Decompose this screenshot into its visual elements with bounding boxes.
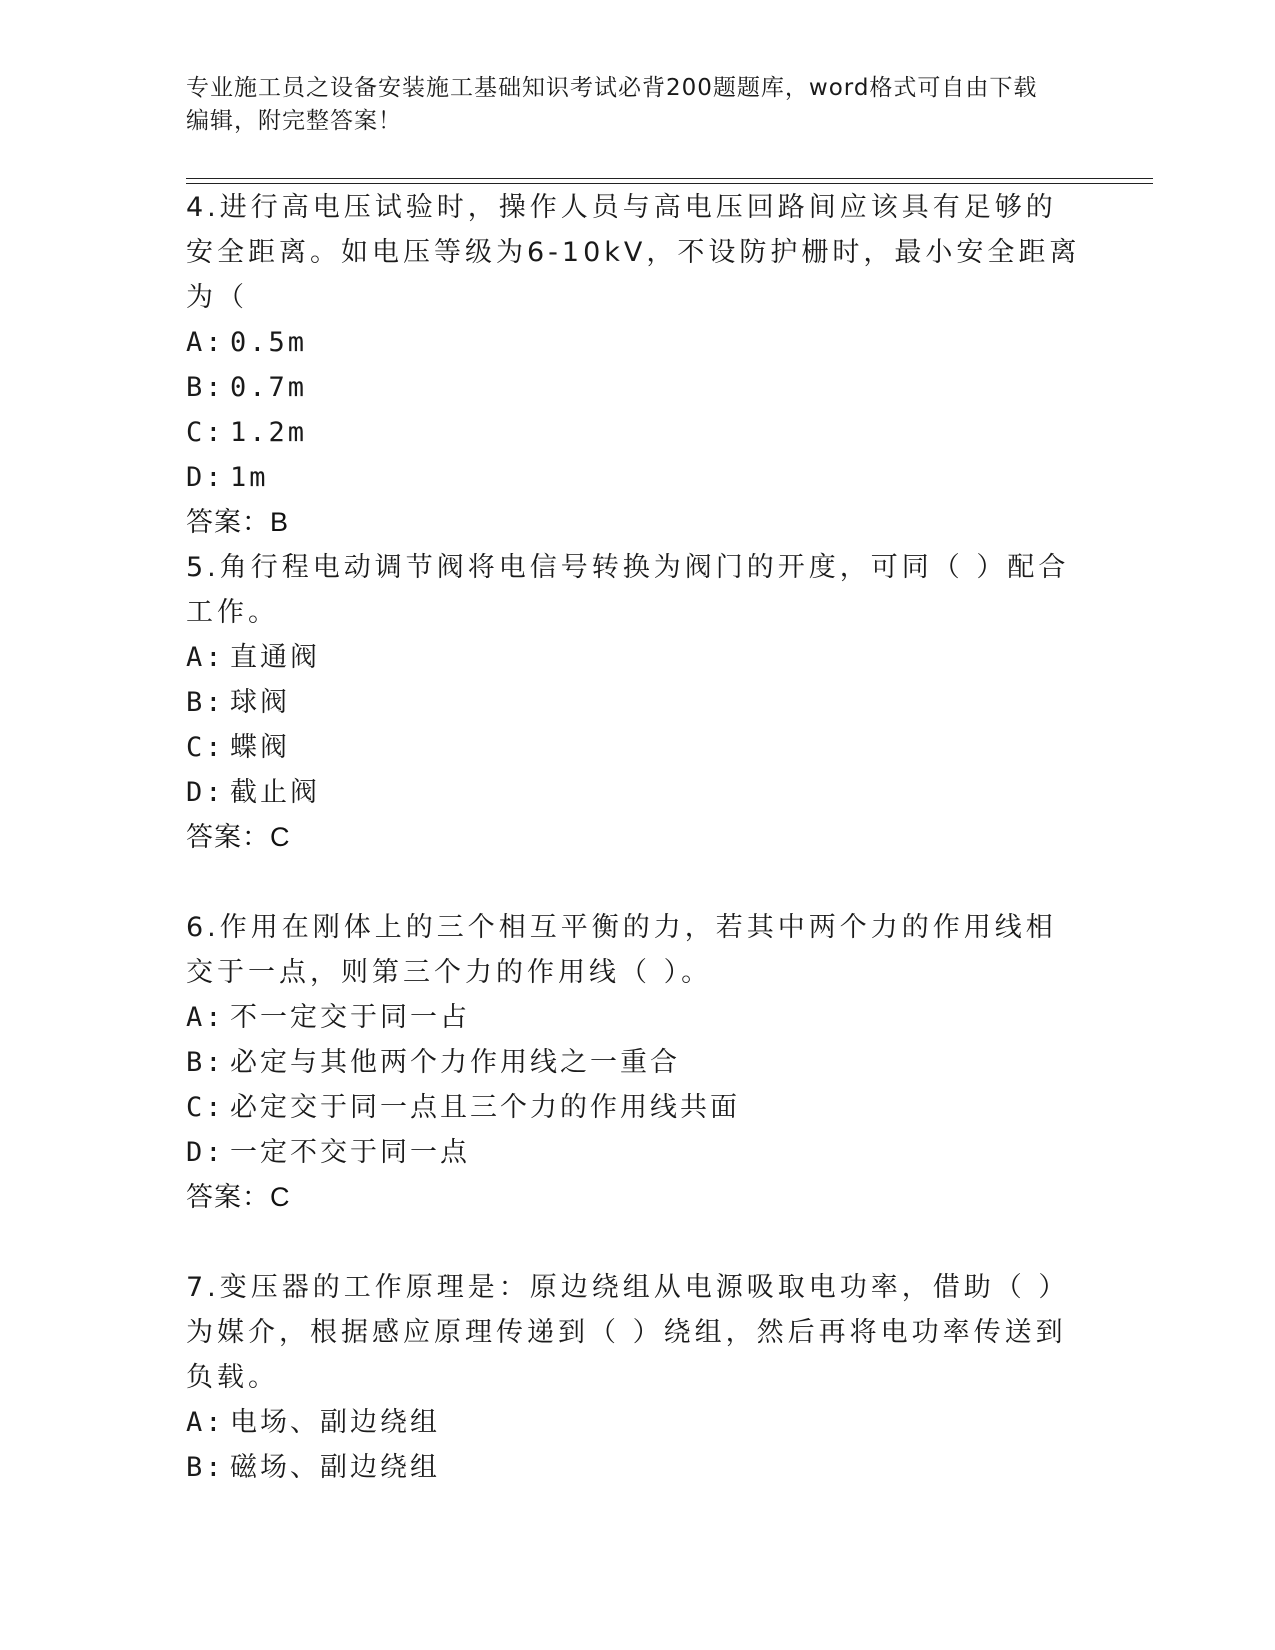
- option-a: [186, 995, 1086, 1040]
- answer-label: 答案：: [186, 507, 270, 538]
- answer-value: B: [270, 507, 290, 537]
- option-key: C:: [186, 1092, 225, 1123]
- option-key: C:: [186, 417, 225, 448]
- option-value: 磁场、副边绕组: [230, 1452, 440, 1483]
- option-value: 不一定交于同一占: [230, 1002, 470, 1033]
- answer-line: [186, 500, 1086, 545]
- option-a: [186, 320, 1086, 365]
- answer-line: [186, 1175, 1086, 1220]
- question-text: 5.角行程电动调节阀将电信号转换为阀门的开度，可同（ ）配合工作。: [186, 552, 1070, 628]
- option-b: [186, 365, 1086, 410]
- question-4: [186, 185, 1086, 545]
- option-key: C:: [186, 732, 225, 763]
- header-rule-bottom: [186, 183, 1153, 184]
- option-value: 一定不交于同一点: [230, 1137, 470, 1168]
- option-value: 必定交于同一点且三个力的作用线共面: [230, 1092, 740, 1123]
- option-b: [186, 1445, 1086, 1490]
- option-value: 1.2m: [230, 417, 308, 448]
- option-value: 必定与其他两个力作用线之一重合: [230, 1047, 680, 1078]
- question-text: 7.变压器的工作原理是：原边绕组从电源吸取电功率，借助（ ）为媒介，根据感应原理传递到（ ）绕组，然后再将电功率传送到负载。: [186, 1272, 1070, 1393]
- option-key: D:: [186, 462, 225, 493]
- option-key: A:: [186, 327, 225, 358]
- option-key: D:: [186, 1137, 225, 1168]
- option-key: A:: [186, 1407, 225, 1438]
- answer-label: 答案：: [186, 1182, 270, 1213]
- option-d: [186, 1130, 1086, 1175]
- option-a: [186, 1400, 1086, 1445]
- answer-value: C: [270, 822, 291, 852]
- header-line-2: 编辑，附完整答案！: [186, 108, 402, 134]
- header-line-1: 专业施工员之设备安装施工基础知识考试必背200题题库，word格式可自由下载: [186, 75, 1038, 101]
- option-c: [186, 1085, 1086, 1130]
- document-header: [186, 72, 1066, 138]
- option-value: 电场、副边绕组: [230, 1407, 440, 1438]
- option-key: B:: [186, 1452, 225, 1483]
- option-value: 直通阀: [230, 642, 320, 673]
- option-value: 截止阀: [230, 777, 320, 808]
- option-key: B:: [186, 687, 225, 718]
- option-d: [186, 770, 1086, 815]
- header-rule-top: [186, 178, 1153, 179]
- option-d: [186, 455, 1086, 500]
- answer-label: 答案：: [186, 822, 270, 853]
- option-c: [186, 410, 1086, 455]
- question-text: 6.作用在刚体上的三个相互平衡的力，若其中两个力的作用线相交于一点，则第三个力的作用线（ ）。: [186, 912, 1057, 988]
- option-key: D:: [186, 777, 225, 808]
- option-key: B:: [186, 372, 225, 403]
- option-value: 蝶阀: [230, 732, 290, 763]
- question-text: 4.进行高电压试验时，操作人员与高电压回路间应该具有足够的安全距离。如电压等级为6-10kV，不设防护栅时，最小安全距离为（: [186, 192, 1081, 313]
- option-b: [186, 680, 1086, 725]
- option-value: 球阀: [230, 687, 290, 718]
- option-key: B:: [186, 1047, 225, 1078]
- question-7: [186, 1265, 1086, 1490]
- question-5: [186, 545, 1086, 860]
- question-6: [186, 905, 1086, 1220]
- option-value: 0.5m: [230, 327, 308, 358]
- option-key: A:: [186, 642, 225, 673]
- option-value: 0.7m: [230, 372, 308, 403]
- option-key: A:: [186, 1002, 225, 1033]
- option-c: [186, 725, 1086, 770]
- answer-value: C: [270, 1182, 291, 1212]
- option-b: [186, 1040, 1086, 1085]
- option-a: [186, 635, 1086, 680]
- option-value: 1m: [230, 462, 269, 493]
- answer-line: [186, 815, 1086, 860]
